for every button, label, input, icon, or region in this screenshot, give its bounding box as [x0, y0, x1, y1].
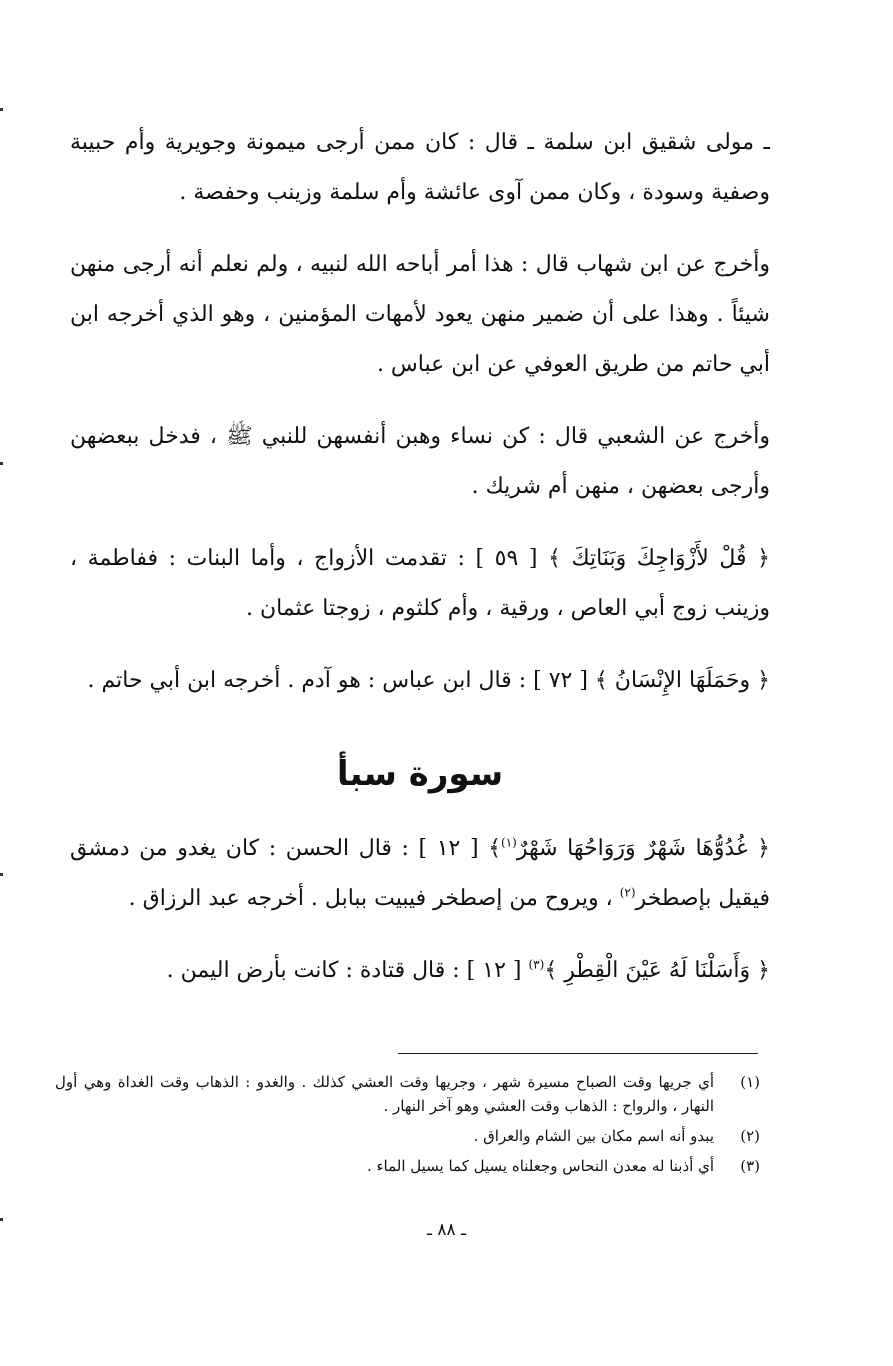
- footnote: [55, 1070, 760, 1118]
- verse-text: ﴿ وَأَسَلْنَا لَهُ عَيْنَ الْقِطْرِ ﴾: [544, 958, 770, 983]
- verse-text: ﴿ غُدُوُّهَا شَهْرٌ وَرَوَاحُهَا شَهْرٌ: [516, 836, 770, 861]
- scan-edge-mark: [0, 108, 3, 111]
- paragraph: ﴿ قُلْ لأَزْوَاجِكَ وَبَنَاتِكَ ﴾ [ ٥٩ ] : تقدمت الأزواج ، وأما البنات : ففاطمة ، وزينب زوج أبي العاص ، ورقية ، وأم كلثوم ، زوجتا عثمان .: [70, 546, 770, 621]
- footnote: [55, 1124, 760, 1148]
- page-number: ـ ٨٨ ـ: [426, 1220, 467, 1240]
- footnote-text: يبدو أنه اسم مكان بين الشام والعراق .: [473, 1127, 714, 1145]
- footnote-ref: (٣): [528, 957, 545, 972]
- scan-edge-mark: [0, 462, 3, 465]
- footnote-number: (٣): [740, 1157, 760, 1175]
- paragraph: ـ مولى شقيق ابن سلمة ـ قال : كان ممن أرجى ميمونة وجويرية وأم حبيبة وصفية وسودة ، وكان ممن آوى عائشة وأم سلمة وزينب وحفصة .: [70, 130, 770, 205]
- paragraph: وأخرج عن ابن شهاب قال : هذا أمر أباحه الله لنبيه ، ولم نعلم أنه أرجى منهن شيئاً . وهذا على أن ضمير منهن يعود لأمهات المؤمنين ، وهو الذي أخرجه ابن أبي حاتم من طريق العوفي عن ابن عباس .: [70, 252, 770, 377]
- footnote-text: أي أذبنا له معدن النحاس وجعلناه يسيل كما يسيل الماء .: [366, 1157, 714, 1175]
- footnote-text: أي جريها وقت الصباح مسيرة شهر ، وجريها وقت العشي كذلك . والغدو : الذهاب وقت الغداة وهي أول النهار ، والرواح : الذهاب وقت العشي وهو آخر النهار .: [55, 1073, 714, 1115]
- footnote-number: (٢): [740, 1127, 760, 1145]
- footnote: [55, 1154, 760, 1178]
- commentary-text: ﴾ [ ١٢ ] : قال الحسن : كان يغدو من دمشق فيقيل بإصطخر: [70, 836, 770, 911]
- footnote-divider: [398, 1053, 758, 1054]
- commentary-text: ، ويروح من إصطخر فيبيت ببابل . أخرجه عبد الرزاق .: [128, 886, 620, 911]
- footnotes: [55, 1070, 760, 1184]
- footnote-ref: (٢): [619, 885, 636, 900]
- surah-title: سورة سبأ: [336, 754, 504, 794]
- scan-edge-mark: [0, 873, 3, 876]
- surah-paragraph: [70, 946, 770, 996]
- paragraph: وأخرج عن الشعبي قال : كن نساء وهبن أنفسهن للنبي ﷺ ، فدخل ببعضهن وأرجى بعضهن ، منهن أم شريك .: [70, 424, 770, 499]
- surah-paragraph: [70, 824, 770, 924]
- footnote-ref: (١): [501, 835, 517, 850]
- paragraph: ﴿ وحَمَلَهَا الإِنْسَانُ ﴾ [ ٧٢ ] : قال ابن عباس : هو آدم . أخرجه ابن أبي حاتم .: [87, 668, 770, 693]
- main-text: [70, 118, 770, 1018]
- footnote-number: (١): [740, 1073, 760, 1091]
- commentary-text: [ ١٢ ] : قال قتادة : كانت بأرض اليمن .: [166, 958, 529, 983]
